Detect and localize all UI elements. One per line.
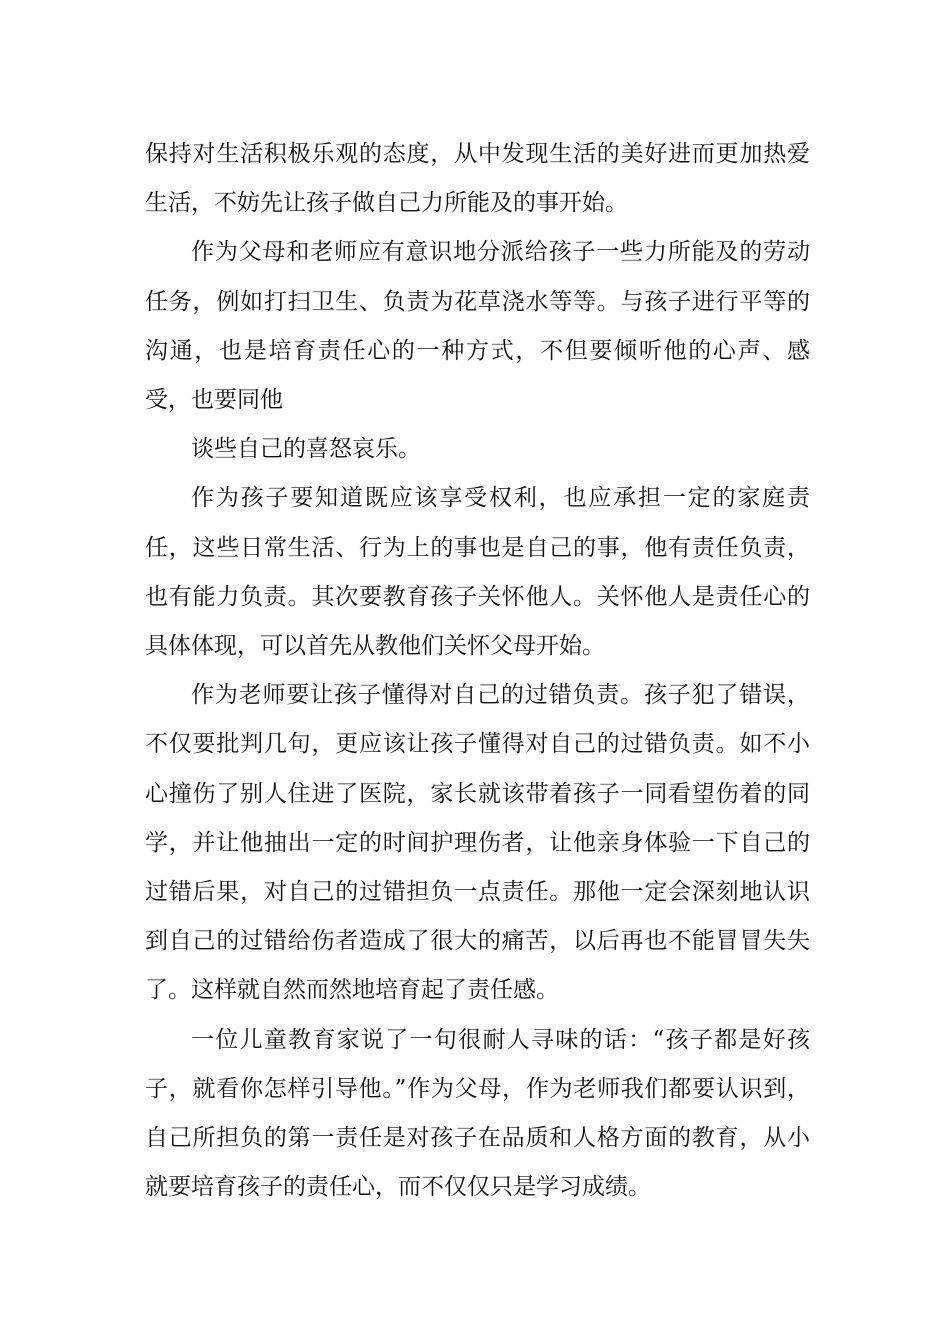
paragraph-3: 谈些自己的喜怒哀乐。 (191, 436, 421, 463)
paragraph-1: 保持对生活积极乐观的态度，从中发现生活的美好进而更加热爱生活，不妨先让孩子做自己力所能及的事开始。 (145, 141, 810, 217)
paragraph-5: 作为老师要让孩子懂得对自己的过错负责。孩子犯了错误，不仅要批判几句，更应该让孩子懂得对自己的过错负责。如不小心撞伤了别人住进了医院，家长就该带着孩子一同看望伤着的同学，并让他抽出一定的时间护理伤者，让他亲身体验一下自己的过错后果，对自己的过错担负一点责任。那他一定会深刻地认识到自己的过错给伤者造成了很大的痛苦，以后再也不能冒冒失失了。这样就自然而然地培育起了责任感。 (145, 682, 810, 1004)
document-body (145, 130, 810, 1212)
paragraph-4: 作为孩子要知道既应该享受权利，也应承担一定的家庭责任，这些日常生活、行为上的事也是自己的事，他有责任负责，也有能力负责。其次要教育孩子关怀他人。关怀他人是责任心的具体体现，可以首先从教他们关怀父母开始。 (145, 485, 810, 660)
paragraph-6: 一位儿童教育家说了一句很耐人寻味的话：“孩子都是好孩子，就看你怎样引导他。”作为父母，作为老师我们都要认识到，自己所担负的第一责任是对孩子在品质和人格方面的教育，从小就要培育孩子的责任心，而不仅仅只是学习成绩。 (145, 1026, 810, 1201)
paragraph-2: 作为父母和老师应有意识地分派给孩子一些力所能及的劳动任务，例如打扫卫生、负责为花草浇水等等。与孩子进行平等的沟通，也是培育责任心的一种方式，不但要倾听他的心声、感受，也要同他 (145, 239, 810, 414)
